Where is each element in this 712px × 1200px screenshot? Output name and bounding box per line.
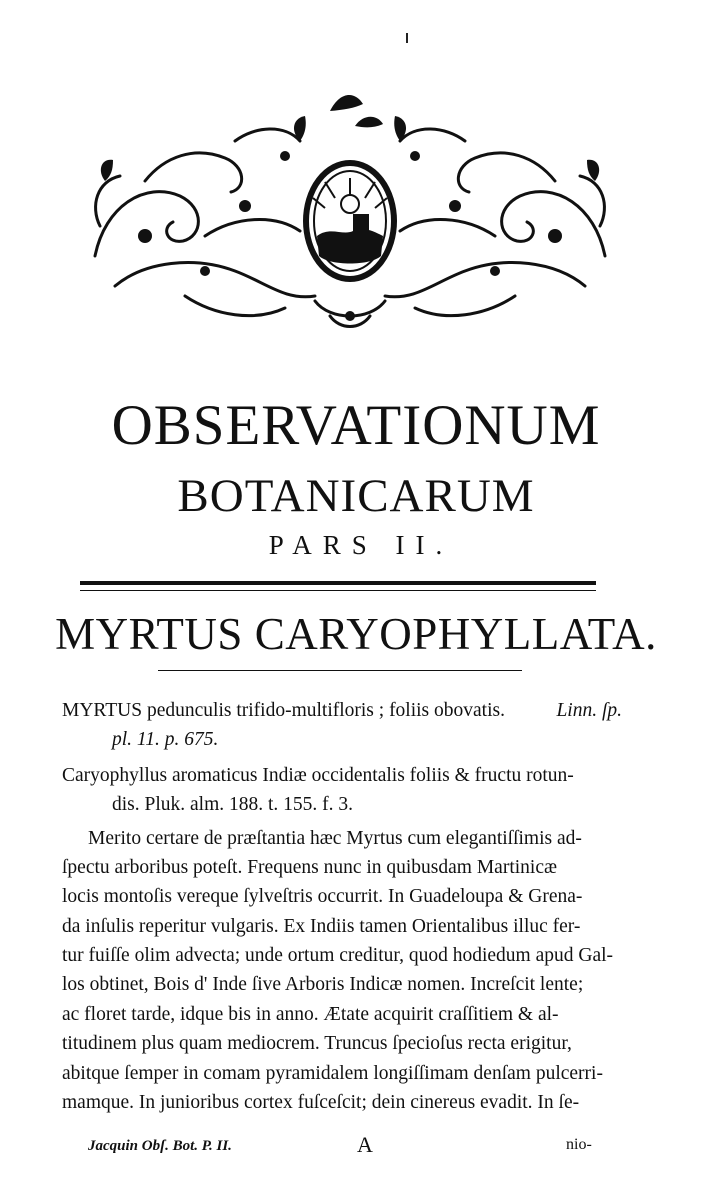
signature-line: Jacquin Obſ. Bot. P. II. xyxy=(88,1138,232,1154)
main-subtitle: BOTANICARUM xyxy=(177,470,535,522)
double-rule-thin xyxy=(80,590,596,591)
paragraph-line: Merito certare de præſtantia hæc Myrtus cum elegantiſſimis ad- xyxy=(88,828,582,849)
species-heading: MYRTUS CARYOPHYLLATA. xyxy=(55,609,657,659)
heading-rule xyxy=(158,670,522,671)
paragraph-line: abitque ſemper in comam pyramidalem longiſſimam denſam pulcerri- xyxy=(62,1063,603,1084)
synonym-entry-2: Caryophyllus aromaticus Indiæ occidentalis foliis & fructu rotun- xyxy=(62,765,574,786)
synonym-entry-2-continuation: dis. Pluk. alm. 188. t. 155. f. 3. xyxy=(112,794,354,815)
ink-mark xyxy=(406,33,408,43)
catchword: nio- xyxy=(566,1136,592,1153)
part-label: PARS II. xyxy=(268,530,454,560)
paragraph-line: mamque. In junioribus cortex fuſceſcit; dein cinereus evadit. In ſe- xyxy=(62,1092,580,1113)
synonym-text: MYRTUS pedunculis trifido-multifloris ; foliis obovatis. xyxy=(62,700,505,721)
paragraph-line: locis montoſis vereque ſylveſtris occurrit. In Guadeloupa & Grena- xyxy=(62,886,583,907)
synonym-entry-1-continuation: pl. 11. p. 675. xyxy=(112,729,219,750)
paragraph-line: los obtinet, Bois d' Inde ſive Arboris Indicæ nomen. Increſcit lente; xyxy=(62,974,584,995)
synonym-reference: Linn. ſp. xyxy=(556,700,622,721)
synonym-entry-1 xyxy=(62,698,622,724)
sheet-signature: A xyxy=(357,1132,373,1157)
paragraph-line: tur fuiſſe olim advecta; unde ortum creditur, quod hodiedum apud Gal- xyxy=(62,945,614,966)
paragraph-line: da inſulis reperitur vulgaris. Ex Indiis tamen Orientalibus illuc fer- xyxy=(62,916,581,937)
main-title: OBSERVATIONUM xyxy=(111,394,601,457)
rococo-headpiece-ornament xyxy=(85,86,615,331)
double-rule-thick xyxy=(80,581,596,585)
paragraph-line: titudinem plus quam mediocrem. Truncus ſpecioſus recta erigitur, xyxy=(62,1033,572,1054)
paragraph-line: ac floret tarde, idque bis in anno. Ætate acquirit craſſitiem & al- xyxy=(62,1004,559,1025)
paragraph-line: ſpectu arboribus poteſt. Frequens nunc in quibusdam Martinicæ xyxy=(62,857,557,878)
